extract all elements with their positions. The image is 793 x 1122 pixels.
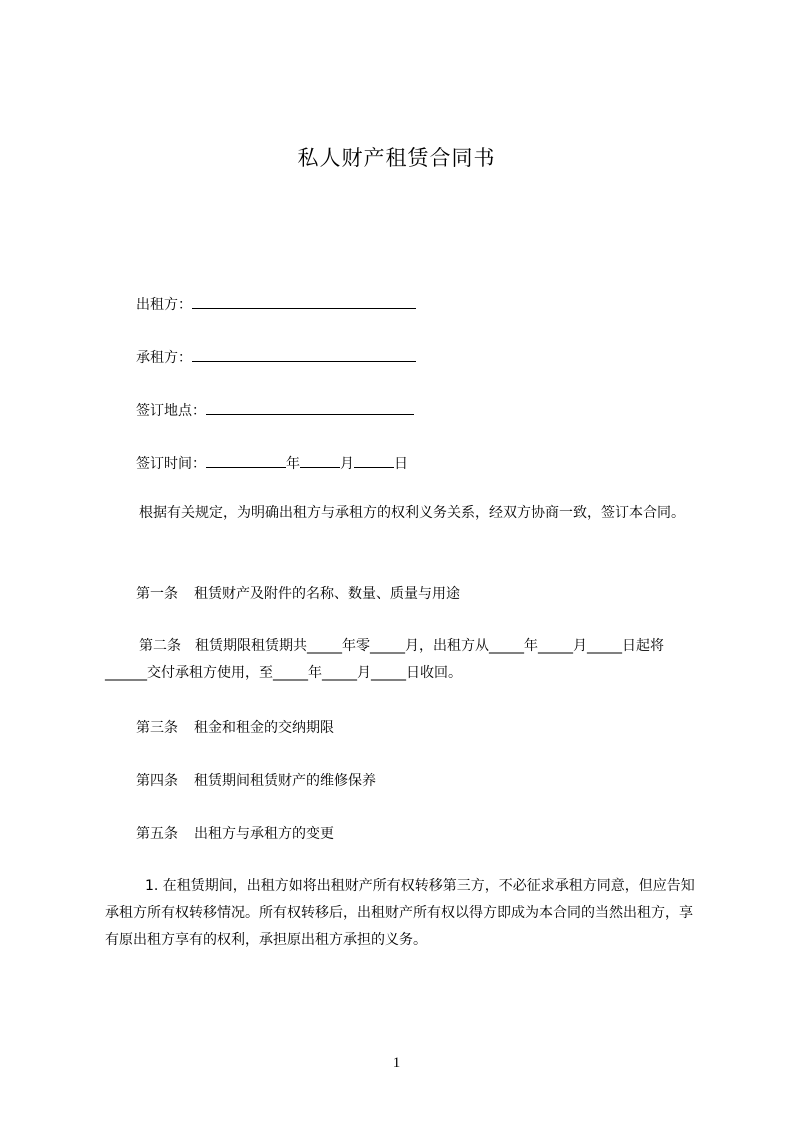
signing-place-field: [136, 398, 414, 421]
month-label: 月: [340, 456, 354, 472]
article-1: [136, 584, 460, 604]
page-title: 私人财产租赁合同书: [297, 146, 496, 170]
preamble: 根据有关规定，为明确出租方与承租方的权利义务关系，经双方协商一致，签订本合同。: [139, 505, 685, 521]
signing-time-field: [136, 451, 408, 474]
day-label: 日: [394, 456, 408, 472]
article-4: [136, 771, 376, 791]
article-5-text: 出租方与承租方的变更: [194, 826, 334, 842]
article-5-clause-1: 1. 在租赁期间，出租方如将出租财产所有权转移第三方，不必征求承租方同意，但应告知承租方所有权转移情况。所有权转移后，出租财产所有权以得方即成为本合同的当然出租方，享有原出租方享有的权利，承担原出租方承担的义务。: [105, 878, 695, 948]
article-2: 第二条 租赁期限租赁期共_____年零_____月，出租方从_____年_____月_____日起将______交付承租方使用，至_____年_____月_____日收回。: [105, 638, 664, 681]
signing-place-blank[interactable]: [206, 398, 414, 415]
article-3-text: 租金和租金的交纳期限: [194, 720, 334, 736]
article-3-number: 第三条: [136, 720, 178, 736]
lessor-blank[interactable]: [192, 292, 416, 309]
year-blank[interactable]: [206, 451, 286, 468]
article-1-text: 租赁财产及附件的名称、数量、质量与用途: [194, 586, 460, 602]
signing-place-label: 签订地点：: [136, 403, 206, 419]
article-3: [136, 718, 334, 738]
lessor-field: [136, 292, 416, 315]
month-blank[interactable]: [300, 451, 340, 468]
year-label: 年: [286, 456, 300, 472]
article-5: [136, 824, 334, 844]
lessee-label: 承租方：: [136, 350, 192, 366]
day-blank[interactable]: [354, 451, 394, 468]
lessor-label: 出租方：: [136, 297, 192, 313]
article-4-number: 第四条: [136, 773, 178, 789]
article-1-number: 第一条: [136, 586, 178, 602]
article-4-text: 租赁期间租赁财产的维修保养: [194, 773, 376, 789]
article-5-number: 第五条: [136, 826, 178, 842]
signing-time-label: 签订时间：: [136, 456, 206, 472]
lessee-field: [136, 345, 416, 368]
page-number: 1: [392, 1055, 401, 1071]
lessee-blank[interactable]: [192, 345, 416, 362]
